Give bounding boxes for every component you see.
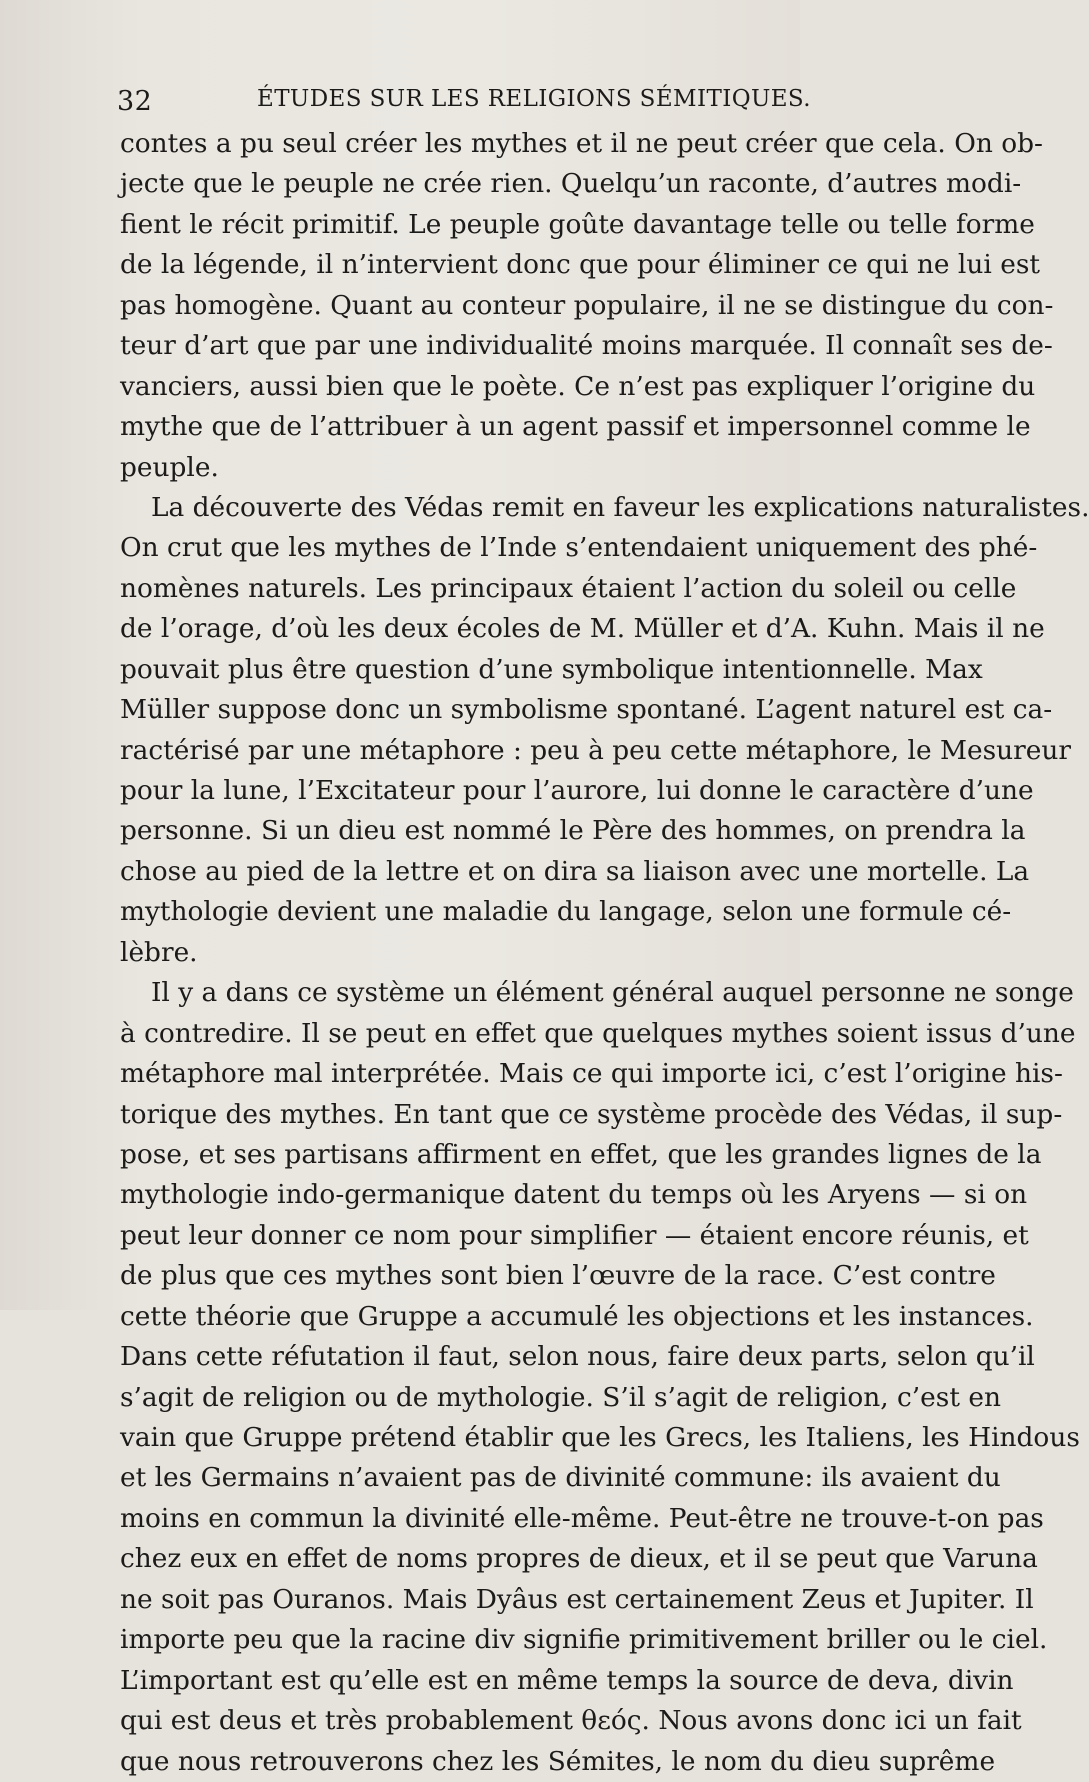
- text-line: nomènes naturels. Les principaux étaient l’action du soleil ou celle: [120, 572, 1017, 604]
- text-line: L’important est qu’elle est en même temps la source de deva, divin: [120, 1664, 1014, 1696]
- text-line: métaphore mal interprétée. Mais ce qui importe ici, c’est l’origine his-: [120, 1058, 1063, 1090]
- text-line: mythe que de l’attribuer à un agent passif et impersonnel comme le: [120, 411, 1031, 443]
- text-line: fient le récit primitif. Le peuple goûte davantage telle ou telle forme: [120, 208, 1035, 240]
- text-line: vain que Gruppe prétend établir que les Grecs, les Italiens, les Hindous: [120, 1422, 1080, 1453]
- text-line: ractérisé par une métaphore : peu à peu cette métaphore, le Mesureur: [120, 734, 1072, 766]
- paragraph-end-line: lèbre.: [120, 936, 198, 968]
- text-line: personne. Si un dieu est nommé le Père des hommes, on prendra la: [120, 815, 1026, 847]
- text-line: Müller suppose donc un symbolisme spontané. L’agent naturel est ca-: [120, 694, 1053, 726]
- text-line: mythologie indo-germanique datent du temps où les Aryens — si on: [120, 1179, 1028, 1211]
- text-line: pas homogène. Quant au conteur populaire, il ne se distingue du con-: [120, 289, 1054, 321]
- text-line: mythologie devient une maladie du langage, selon une formule cé-: [120, 896, 1012, 928]
- text-line: peut leur donner ce nom pour simplifier — étaient encore réunis, et: [120, 1219, 1029, 1251]
- text-line: vanciers, aussi bien que le poète. Ce n’est pas expliquer l’origine du: [120, 370, 1036, 402]
- text-line: pose, et ses partisans affirment en effet, que les grandes lignes de la: [120, 1138, 1042, 1170]
- running-title: ÉTUDES SUR LES RELIGIONS SÉMITIQUES.: [257, 86, 811, 112]
- text-line: chez eux en effet de noms propres de dieux, et il se peut que Varuna: [120, 1543, 1038, 1575]
- text-line: de l’orage, d’où les deux écoles de M. Müller et d’A. Kuhn. Mais il ne: [120, 613, 1045, 645]
- text-line: chose au pied de la lettre et on dira sa liaison avec une mortelle. La: [120, 855, 1030, 887]
- text-line: pouvait plus être question d’une symbolique intentionnelle. Max: [120, 653, 983, 685]
- text-line: et les Germains n’avaient pas de divinité commune: ils avaient du: [120, 1462, 1001, 1494]
- paragraph-start-line: Il y a dans ce système un élément général auquel personne ne songe: [151, 977, 1074, 1009]
- text-line: On crut que les mythes de l’Inde s’entendaient uniquement des phé-: [120, 532, 1038, 564]
- text-line: de plus que ces mythes sont bien l’œuvre de la race. C’est contre: [120, 1260, 996, 1292]
- text-line: à contredire. Il se peut en effet que quelques mythes soient issus d’une: [120, 1017, 1076, 1049]
- text-line: s’agit de religion ou de mythologie. S’il s’agit de religion, c’est en: [120, 1381, 1001, 1413]
- text-line: importe peu que la racine div signifie primitivement briller ou le ciel.: [120, 1624, 1048, 1656]
- page-header: [117, 82, 811, 120]
- text-line: cette théorie que Gruppe a accumulé les objections et les instances.: [120, 1300, 1034, 1332]
- text-line: ne soit pas Ouranos. Mais Dyâus est certainement Zeus et Jupiter. Il: [120, 1583, 1034, 1615]
- text-line: torique des mythes. En tant que ce système procède des Védas, il sup-: [120, 1098, 1063, 1130]
- paragraph-start-line: La découverte des Védas remit en faveur les explications naturalistes.: [151, 491, 1089, 523]
- text-line: de la légende, il n’intervient donc que pour éliminer ce qui ne lui est: [120, 249, 1040, 281]
- text-line: Dans cette réfutation il faut, selon nous, faire deux parts, selon qu’il: [120, 1341, 1035, 1373]
- text-line: jecte que le peuple ne crée rien. Quelqu’un raconte, d’autres modi-: [120, 168, 1022, 200]
- text-line: pour la lune, l’Excitateur pour l’aurore, lui donne le caractère d’une: [120, 775, 1034, 806]
- text-line: teur d’art que par une individualité moins marquée. Il connaît ses de-: [120, 330, 1053, 362]
- text-line: que nous retrouverons chez les Sémites, le nom du dieu suprême: [120, 1745, 996, 1777]
- paragraph-end-line: peuple.: [120, 451, 219, 483]
- text-line: moins en commun la divinité elle-même. Peut-être ne trouve-t-on pas: [120, 1502, 1044, 1534]
- text-line: contes a pu seul créer les mythes et il ne peut créer que cela. On ob-: [120, 128, 1043, 159]
- body-text: [120, 124, 1089, 1782]
- page-number: 32: [117, 86, 153, 117]
- text-line: qui est deus et très probablement θεός. Nous avons donc ici un fait: [120, 1705, 1022, 1737]
